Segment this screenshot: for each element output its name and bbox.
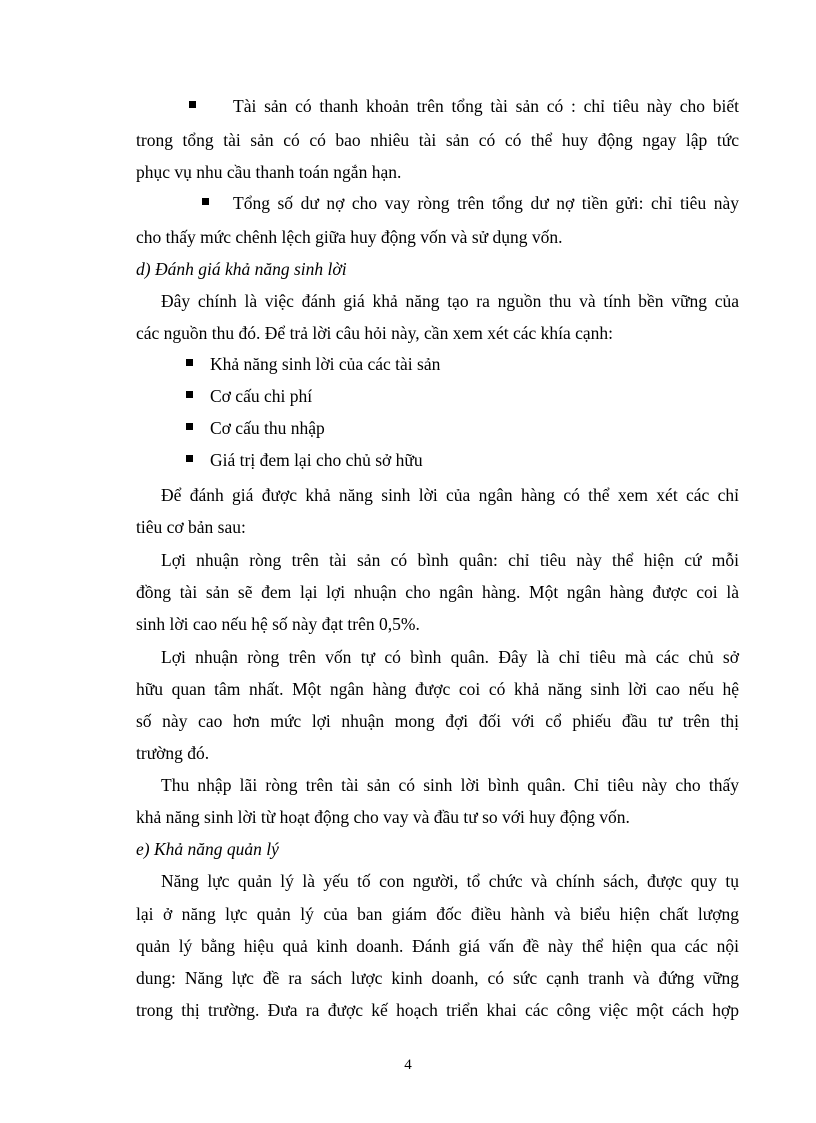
paragraph-line: sinh lời cao nếu hệ số này đạt trên 0,5%. <box>136 614 420 634</box>
bullet-square-icon <box>186 423 193 430</box>
list-item: Khả năng sinh lời của các tài sản <box>210 354 441 374</box>
list-item: Cơ cấu chi phí <box>210 386 313 406</box>
bullet-square-icon <box>186 359 193 366</box>
paragraph-line: cho thấy mức chênh lệch giữa huy động vốn và sử dụng vốn. <box>136 227 563 247</box>
section-heading: e) Khả năng quản lý <box>136 839 279 859</box>
paragraph-line: lại ở năng lực quản lý của ban giám đốc điều hành và biểu hiện chất lượng <box>136 904 739 924</box>
paragraph-line: Tổng số dư nợ cho vay ròng trên tổng dư nợ tiền gửi: chỉ tiêu này <box>233 193 739 213</box>
paragraph-line: Tài sản có thanh khoản trên tổng tài sản có : chỉ tiêu này cho biết <box>233 96 739 116</box>
paragraph-line: trường đó. <box>136 743 210 763</box>
paragraph-line: dung: Năng lực đề ra sách lược kinh doanh, có sức cạnh tranh và đứng vững <box>136 968 739 988</box>
paragraph-line: Năng lực quản lý là yếu tố con người, tổ chức và chính sách, được quy tụ <box>161 871 739 891</box>
paragraph-line: Lợi nhuận ròng trên vốn tự có bình quân. Đây là chỉ tiêu mà các chủ sở <box>161 647 739 667</box>
bullet-square-icon <box>186 455 193 462</box>
paragraph-line: tiêu cơ bản sau: <box>136 517 246 537</box>
paragraph-line: Để đánh giá được khả năng sinh lời của ngân hàng có thể xem xét các chỉ <box>161 485 739 505</box>
paragraph-line: phục vụ nhu cầu thanh toán ngắn hạn. <box>136 162 402 182</box>
bullet-square-icon <box>186 391 193 398</box>
page-number: 4 <box>404 1057 412 1073</box>
list-item: Giá trị đem lại cho chủ sở hữu <box>210 450 423 470</box>
paragraph-line: quản lý bằng hiệu quả kinh doanh. Đánh giá vấn đề này thể hiện qua các nội <box>136 936 739 956</box>
paragraph-line: các nguồn thu đó. Để trả lời câu hỏi này, cần xem xét các khía cạnh: <box>136 323 614 343</box>
paragraph-line: đồng tài sản sẽ đem lại lợi nhuận cho ngân hàng. Một ngân hàng được coi là <box>136 582 739 602</box>
section-heading: d) Đánh giá khả năng sinh lời <box>136 259 347 279</box>
bullet-square-icon <box>189 101 196 108</box>
bullet-square-icon <box>202 198 209 205</box>
paragraph-line: trong thị trường. Đưa ra được kế hoạch triển khai các công việc một cách hợp <box>136 1000 739 1020</box>
list-item: Cơ cấu thu nhập <box>210 418 325 438</box>
paragraph-line: khả năng sinh lời từ hoạt động cho vay và đầu tư so với huy động vốn. <box>136 807 630 827</box>
paragraph-line: hữu quan tâm nhất. Một ngân hàng được coi có khả năng sinh lời cao nếu hệ <box>136 679 739 699</box>
paragraph-line: Thu nhập lãi ròng trên tài sản có sinh lời bình quân. Chỉ tiêu này cho thấy <box>161 775 739 795</box>
paragraph-line: Lợi nhuận ròng trên tài sản có bình quân: chỉ tiêu này thể hiện cứ mỗi <box>161 550 739 570</box>
paragraph-line: số này cao hơn mức lợi nhuận mong đợi đối với cổ phiếu đầu tư trên thị <box>136 711 739 731</box>
paragraph-line: trong tổng tài sản có có bao nhiêu tài sản có có thể huy động ngay lập tức <box>136 130 739 150</box>
paragraph-line: Đây chính là việc đánh giá khả năng tạo ra nguồn thu và tính bền vững của <box>161 291 739 311</box>
